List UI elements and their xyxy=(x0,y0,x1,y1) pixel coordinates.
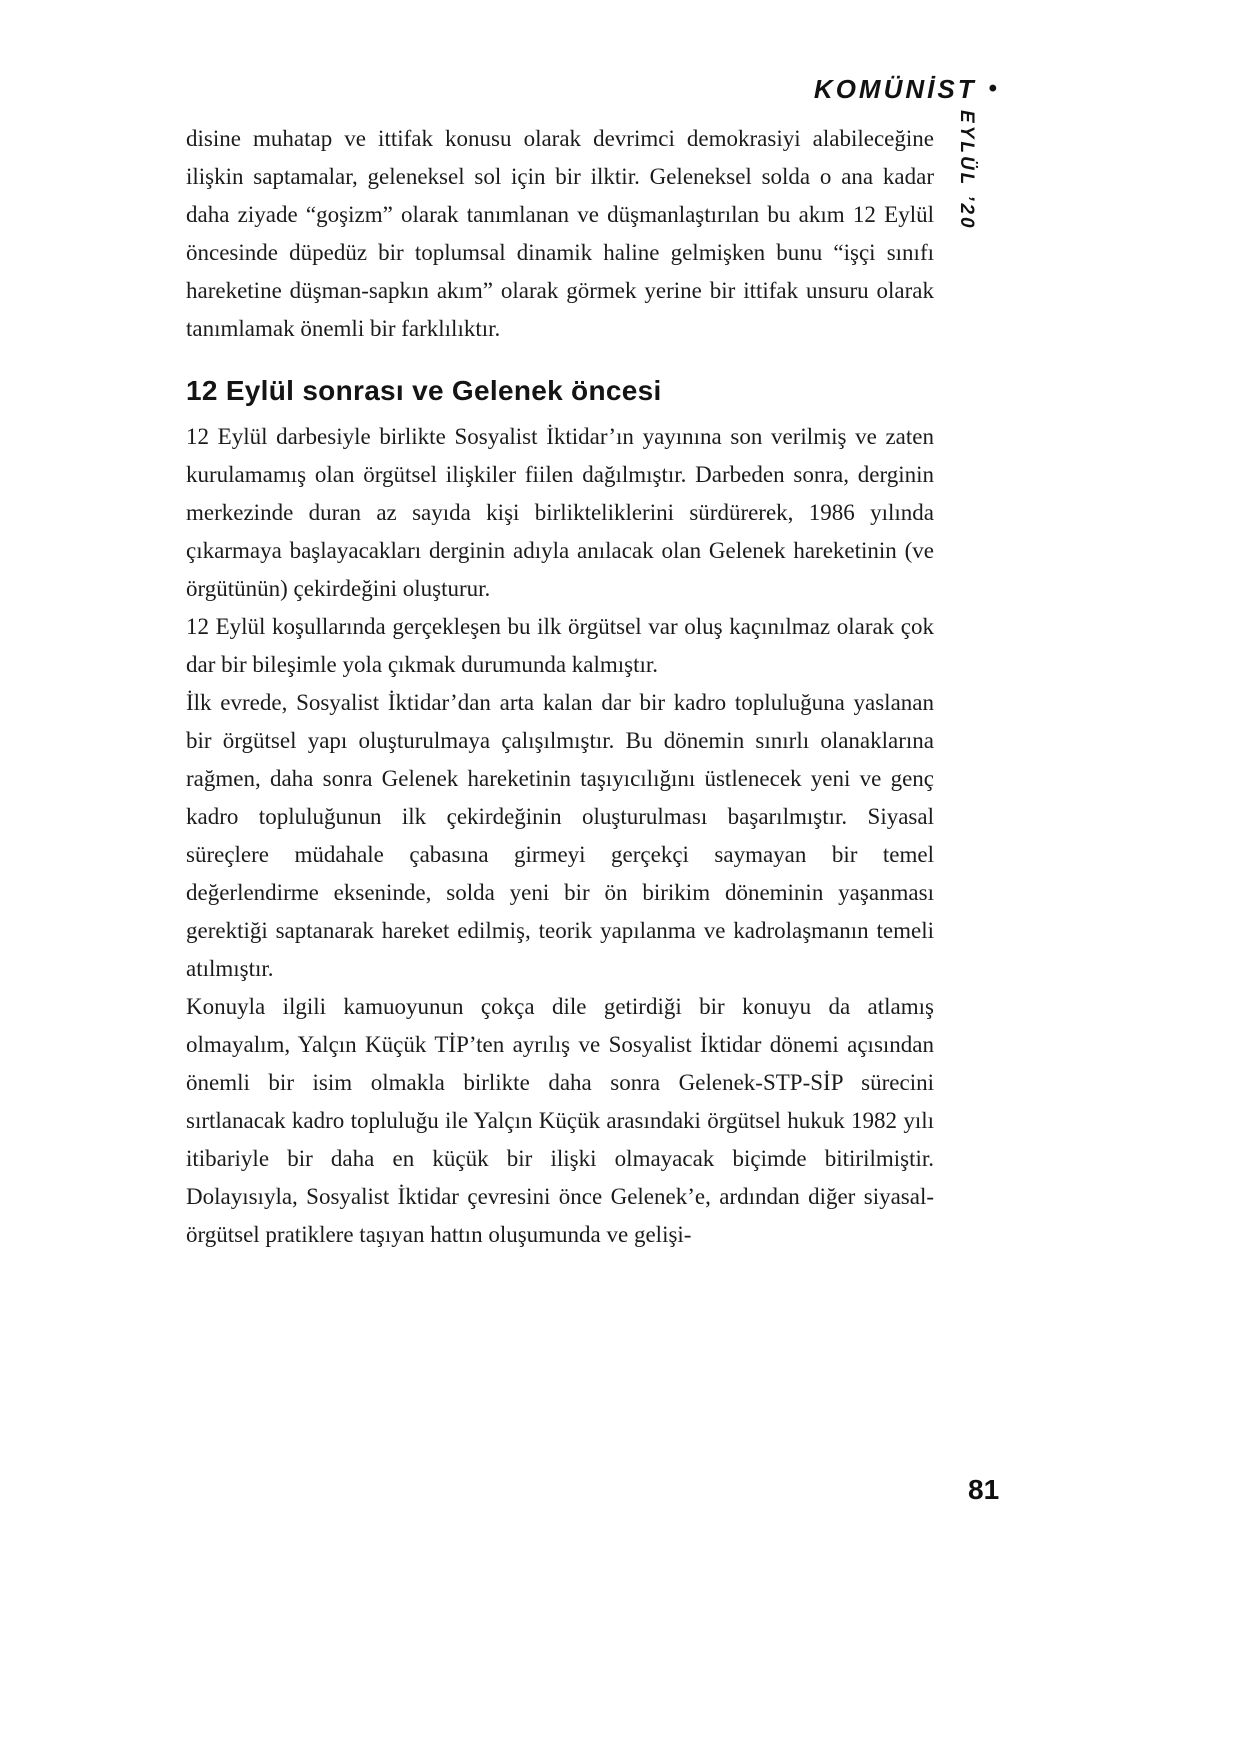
page-number: 81 xyxy=(968,1474,1000,1505)
body-paragraph: 12 Eylül koşullarında gerçekleşen bu ilk örgütsel var oluş kaçınılmaz olarak çok dar bir bileşimle yola çıkmak durumunda kalmıştır. xyxy=(186,614,934,677)
magazine-title: KOMÜNİST xyxy=(813,74,977,104)
body-paragraph: İlk evrede, Sosyalist İktidar’dan arta kalan dar bir kadro topluluğuna yaslanan bir örgütsel yapı oluşturulmaya çalışılmıştır. Bu dönemin sınırlı olanaklarına rağmen, daha sonra Gelenek hareketinin taşıyıcılığını üstlenecek yeni ve genç kadro topluluğunun ilk çekirdeğinin oluşturulması başarılmıştır. Siyasal süreçlere müdahale çabasına girmeyi gerçekçi saymayan bir temel değerlendirme ekseninde, solda yeni bir ön birikim döneminin yaşanması gerektiği saptanarak hareket edilmiş, teorik yapılanma ve kadrolaşmanın temeli atılmıştır. xyxy=(186,690,934,981)
page-body xyxy=(186,120,934,1254)
magazine-masthead xyxy=(814,74,997,105)
bullet-icon: • xyxy=(988,74,997,102)
issue-label: EYLÜL ’20 xyxy=(956,110,977,231)
body-paragraph: Konuyla ilgili kamuoyunun çokça dile getirdiği bir konuyu da atlamış olmayalım, Yalçın Küçük TİP’ten ayrılış ve Sosyalist İktidar dönemi açısından önemli bir isim olmakla birlikte daha sonra Gelenek-STP-SİP sürecini sırtlanacak kadro topluluğu ile Yalçın Küçük arasındaki örgütsel hukuk 1982 yılı itibariyle bir daha en küçük bir ilişki olmayacak biçimde bitirilmiştir. Dolayısıyla, Sosyalist İktidar çevresini önce Gelenek’e, ardından diğer siyasal-örgütsel pratiklere taşıyan hattın oluşumunda ve gelişi- xyxy=(186,994,934,1247)
body-paragraph: disine muhatap ve ittifak konusu olarak devrimci demokrasiyi alabileceğine ilişkin saptamalar, geleneksel sol için bir ilktir. Geleneksel solda o ana kadar daha ziyade “goşizm” olarak tanımlanan ve düşmanlaştırılan bu akım 12 Eylül öncesinde düpedüz bir toplumsal dinamik haline gelmişken bunu “işçi sınıfı hareketine düşman-sapkın akım” olarak görmek yerine bir ittifak unsuru olarak tanımlamak önemli bir farklılıktır. xyxy=(186,126,934,341)
body-paragraph: 12 Eylül darbesiyle birlikte Sosyalist İktidar’ın yayınına son verilmiş ve zaten kurulamamış olan örgütsel ilişkiler fiilen dağılmıştır. Darbeden sonra, derginin merkezinde duran az sayıda kişi birlikteliklerini sürdürerek, 1986 yılında çıkarmaya başlayacakları derginin adıyla anılacak olan Gelenek hareketinin (ve örgütünün) çekirdeğini oluşturur. xyxy=(186,424,934,601)
section-heading: 12 Eylül sonrası ve Gelenek öncesi xyxy=(186,375,662,406)
